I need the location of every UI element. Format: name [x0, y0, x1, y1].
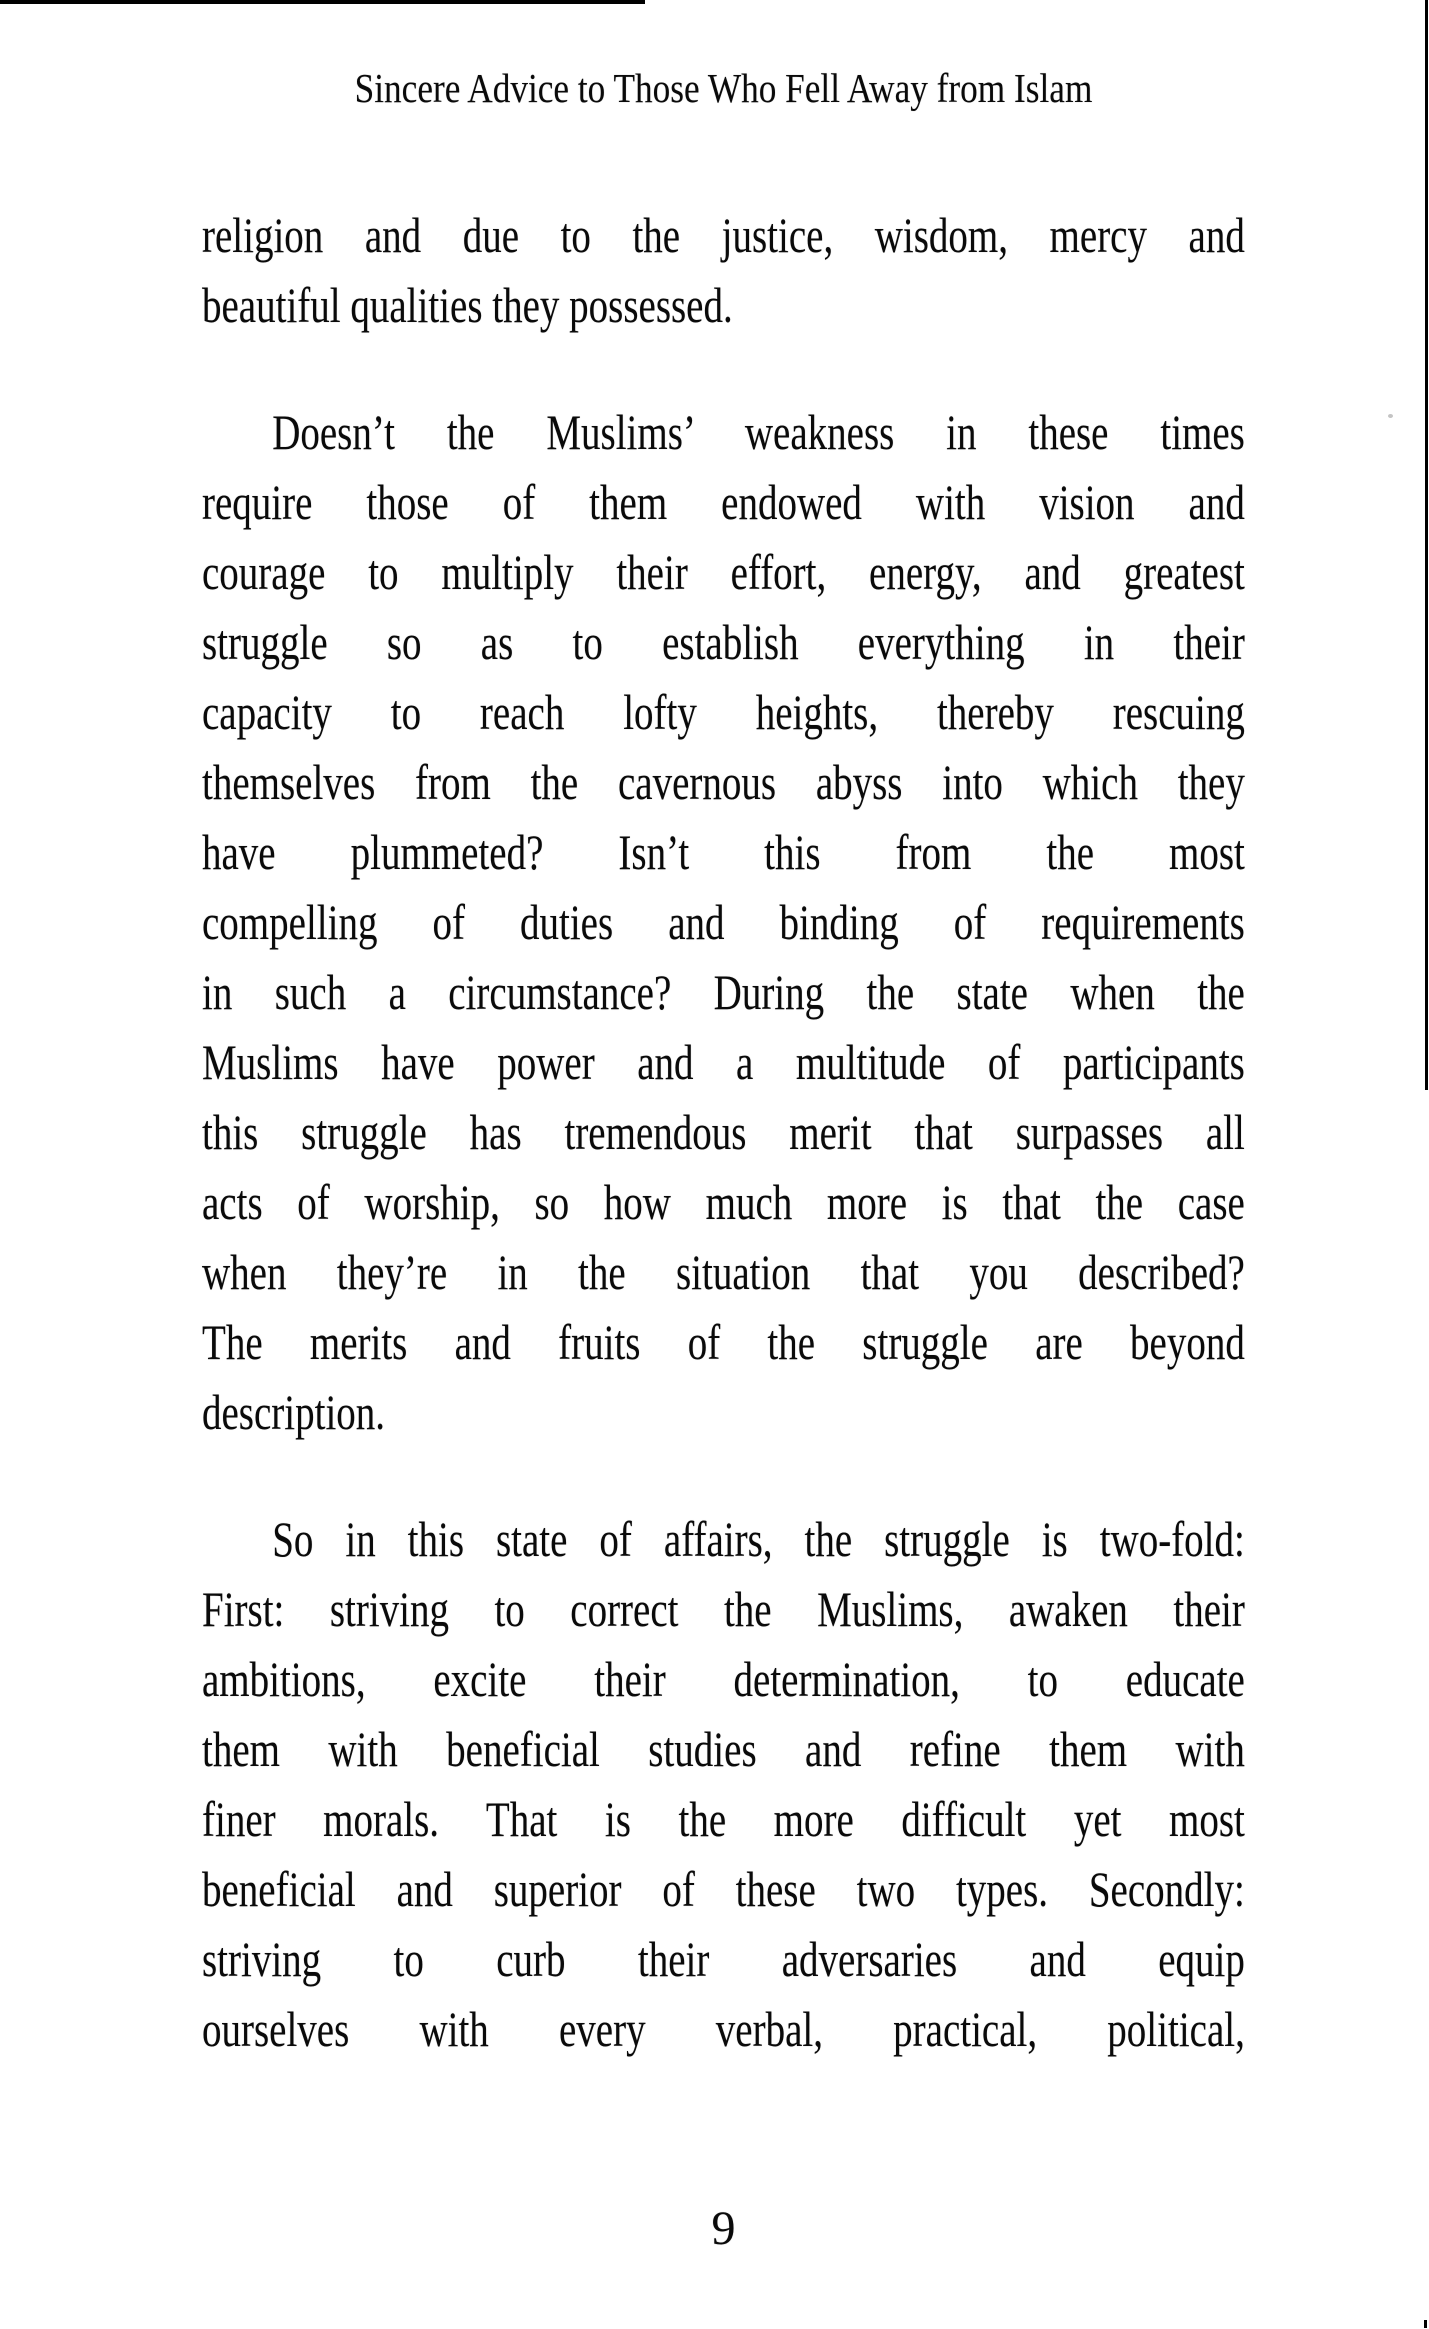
- running-header: Sincere Advice to Those Who Fell Away from Islam: [354, 65, 1093, 111]
- text-line: struggle so as to establish everything in their: [202, 614, 1245, 670]
- text-line: have plummeted? Isn’t this from the most: [202, 824, 1245, 880]
- text-line: this struggle has tremendous merit that surpasses all: [202, 1104, 1245, 1160]
- text-line: in such a circumstance? During the state when the: [202, 964, 1245, 1020]
- text-line: compelling of duties and binding of requirements: [202, 894, 1245, 950]
- scan-artifact-corner-tick: [1424, 2320, 1427, 2328]
- scan-artifact-top-bar: [0, 0, 645, 4]
- text-line: Muslims have power and a multitude of participants: [202, 1034, 1245, 1090]
- text-line: ambitions, excite their determination, to educate: [202, 1651, 1245, 1707]
- text-line: beautiful qualities they possessed.: [202, 277, 733, 333]
- text-line: courage to multiply their effort, energy, and greatest: [202, 544, 1245, 600]
- page-number: 9: [711, 2202, 736, 2255]
- text-line: beneficial and superior of these two types. Secondly:: [202, 1861, 1245, 1917]
- text-line: ourselves with every verbal, practical, political,: [202, 2001, 1245, 2057]
- text-line: Doesn’t the Muslims’ weakness in these times: [272, 404, 1245, 460]
- text-line: finer morals. That is the more difficult yet most: [202, 1791, 1245, 1847]
- scan-artifact-smudge: [1388, 414, 1393, 418]
- text-line: description.: [202, 1384, 386, 1440]
- body-text: [202, 200, 1245, 2064]
- body-paragraph: [202, 1504, 1245, 2064]
- text-line: capacity to reach lofty heights, thereby rescuing: [202, 684, 1245, 740]
- text-line: themselves from the cavernous abyss into which they: [202, 754, 1245, 810]
- text-line: religion and due to the justice, wisdom, mercy and: [202, 207, 1245, 263]
- text-line: when they’re in the situation that you described?: [202, 1244, 1245, 1300]
- text-line: require those of them endowed with vision and: [202, 474, 1245, 530]
- body-paragraph: [202, 200, 1245, 340]
- text-line: striving to curb their adversaries and equip: [202, 1931, 1245, 1987]
- text-line: First: striving to correct the Muslims, awaken their: [202, 1581, 1245, 1637]
- text-line: them with beneficial studies and refine them with: [202, 1721, 1245, 1777]
- text-line: So in this state of affairs, the struggle is two-fold:: [272, 1511, 1245, 1567]
- scan-artifact-right-edge-line: [1425, 0, 1428, 1090]
- text-line: The merits and fruits of the struggle are beyond: [202, 1314, 1245, 1370]
- text-line: acts of worship, so how much more is that the case: [202, 1174, 1245, 1230]
- body-paragraph: [202, 397, 1245, 1447]
